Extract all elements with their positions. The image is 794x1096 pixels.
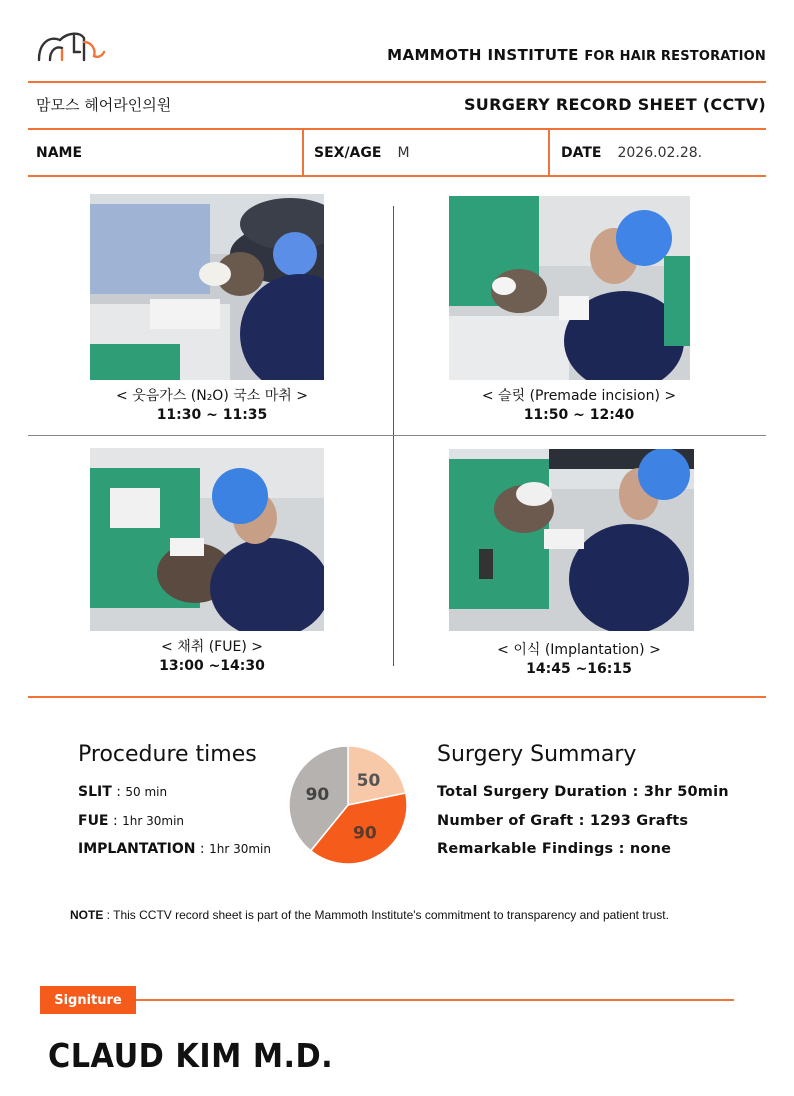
note-text	[70, 908, 669, 922]
procedure-item-implantation: IMPLANTATION : 1hr 30min	[78, 841, 271, 857]
patient-info-row	[28, 130, 766, 175]
date-field	[561, 130, 702, 175]
caption-time: 11:50 ~ 12:40	[523, 407, 635, 423]
photo-caption	[449, 387, 709, 425]
divider	[548, 130, 550, 176]
divider	[302, 130, 304, 176]
procedure-times-title: Procedure times	[78, 742, 257, 767]
note-body: : This CCTV record sheet is part of the Mammoth Institute's commitment to transparency and patient trust.	[103, 908, 669, 922]
procedure-value: 1hr 30min	[122, 814, 185, 828]
cctv-photo-implantation	[449, 449, 694, 631]
grid-divider	[28, 435, 766, 436]
sex-age-field	[314, 130, 410, 175]
pie-slice-label: 50	[356, 770, 381, 791]
divider	[28, 175, 766, 177]
brand-name	[387, 46, 766, 64]
procedure-item-slit: SLIT : 50 min	[78, 784, 168, 800]
surgery-summary-title: Surgery Summary	[437, 742, 637, 767]
cctv-photo-fue	[90, 448, 324, 631]
grid-divider	[393, 206, 394, 666]
caption-time: 14:45 ~16:15	[526, 661, 632, 677]
caption-time: 11:30 ~ 11:35	[156, 407, 268, 423]
sheet-title: SURGERY RECORD SHEET (CCTV)	[463, 95, 766, 114]
brand-main: MAMMOTH INSTITUTE	[387, 46, 579, 64]
brand-sub: FOR HAIR RESTORATION	[584, 49, 766, 64]
note-label: NOTE	[70, 908, 104, 922]
photo-caption	[90, 638, 334, 676]
summary-duration: Total Surgery Duration : 3hr 50min	[437, 784, 729, 800]
mammoth-logo-icon	[36, 28, 106, 64]
name-field	[36, 130, 98, 175]
photo-caption	[449, 641, 709, 679]
caption-label: < 이식 (Implantation) >	[497, 642, 661, 658]
date-label: DATE	[561, 144, 602, 161]
procedure-value: 1hr 30min	[209, 842, 271, 856]
cctv-photo-anesthesia	[90, 194, 324, 380]
clinic-korean-name: 맘모스 헤어라인의원	[36, 96, 172, 114]
pie-slice-label: 90	[353, 823, 377, 844]
cctv-photo-slit	[449, 196, 690, 380]
procedure-label: SLIT	[78, 784, 112, 800]
caption-label: < 슬릿 (Premade incision) >	[481, 388, 677, 404]
sex-age-label: SEX/AGE	[314, 144, 382, 161]
signature-line	[136, 999, 734, 1001]
caption-time: 13:00 ~14:30	[159, 658, 265, 674]
procedure-label: IMPLANTATION	[78, 841, 196, 857]
pie-slice-label: 90	[305, 785, 330, 806]
divider	[28, 81, 766, 83]
date-value: 2026.02.28.	[617, 144, 703, 161]
sex-age-value: M	[397, 144, 410, 161]
signature-badge: Signiture	[40, 986, 136, 1014]
caption-label: < 채취 (FUE) >	[161, 639, 263, 655]
name-label: NAME	[36, 144, 83, 161]
procedure-pie-chart	[288, 745, 408, 865]
caption-label: < 웃음가스 (N₂O) 국소 마취 >	[116, 388, 308, 404]
summary-grafts: Number of Graft : 1293 Grafts	[437, 813, 689, 829]
procedure-value: 50 min	[125, 785, 168, 799]
procedure-item-fue: FUE : 1hr 30min	[78, 813, 185, 829]
summary-findings: Remarkable Findings : none	[437, 841, 672, 857]
divider	[28, 696, 766, 698]
procedure-label: FUE	[78, 813, 109, 829]
photo-caption	[90, 387, 334, 425]
doctor-name: CLAUD KIM M.D.	[48, 1036, 334, 1075]
